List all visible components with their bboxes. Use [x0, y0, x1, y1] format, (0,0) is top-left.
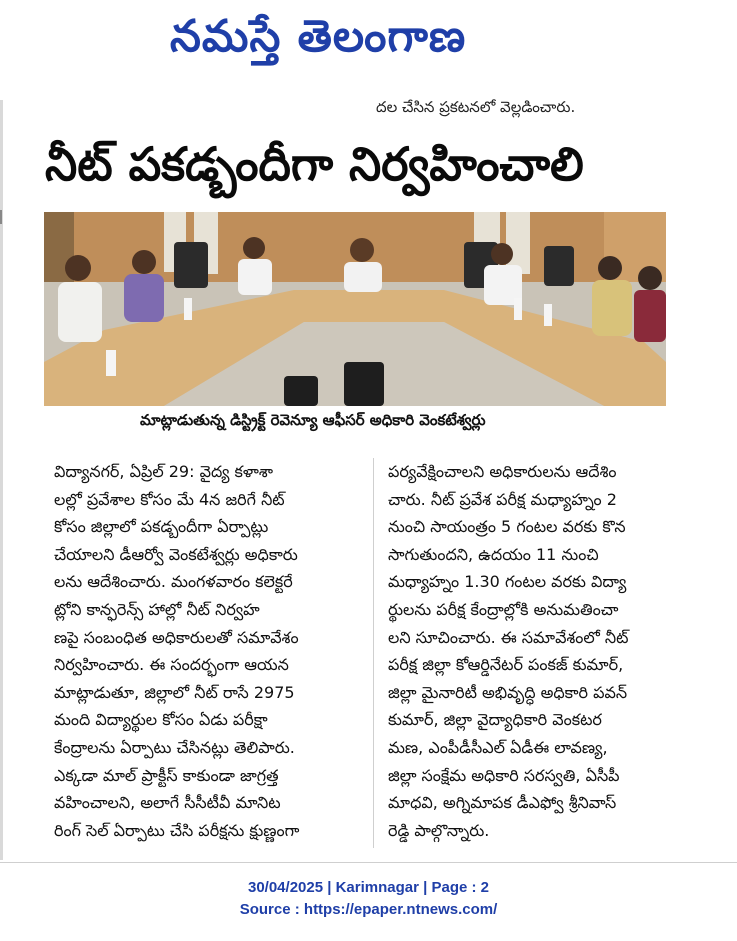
- article-line: వహించాలని, అలాగే సీసీటీవీ మానిట: [54, 793, 281, 813]
- meeting-photo-icon: [44, 212, 666, 406]
- article-line: ర్థులను పరీక్ష కేంద్రాల్లోకి అనుమతించా: [388, 599, 619, 619]
- masthead-logo: నమస్తే తెలంగాణ: [170, 11, 467, 62]
- carryover-text: దల చేసిన ప్రకటనలో వెల్లడించారు.: [376, 98, 576, 116]
- footer-source-link[interactable]: Source : https://epaper.ntnews.com/: [239, 901, 498, 918]
- article-line: జిల్లా మైనారిటీ అభివృద్ధి అధికారి పవన్: [388, 682, 628, 702]
- footer-divider: [0, 862, 737, 863]
- article-line: మంది విద్యార్థుల కోసం ఏడు పరీక్షా: [54, 710, 268, 730]
- article-column-right: [388, 458, 688, 844]
- article-line: ఎక్కడా మాల్ ప్రాక్టీస్ కాకుండా జాగ్రత్త: [54, 765, 279, 785]
- article-line: ట్లోని కాన్ఫరెన్స్ హాల్లో నీట్ నిర్వహ: [54, 599, 260, 619]
- article-line: విద్యానగర్, ఏప్రిల్ 29: వైద్య కళాశా: [54, 462, 273, 481]
- article-line: మాట్లాడుతూ, జిల్లాలో నీట్ రాసే 2975: [54, 682, 295, 702]
- article-line: ణపై సంబంధిత అధికారులతో సమావేశం: [54, 627, 299, 647]
- article-line: కుమార్, జిల్లా వైద్యాధికారి వెంకటర: [388, 710, 602, 730]
- article-line: పరీక్ష జిల్లా కోఆర్డినేటర్ పంకజ్ కుమార్,: [388, 655, 624, 675]
- column-divider: [373, 458, 374, 848]
- article-line: నిర్వహించారు. ఈ సందర్భంగా ఆయన: [54, 655, 289, 675]
- article-line: సాగుతుందని, ఉదయం 11 నుంచి: [388, 544, 599, 564]
- article-line: చేయాలని డీఆర్వో వెంకటేశ్వర్లు అధికారు: [54, 544, 298, 564]
- article-line: మణ, ఎంపీడీసీఎల్ ఏడీఈ లావణ్య,: [388, 737, 608, 757]
- article-line: రెడ్డి పాల్గొన్నారు.: [388, 820, 490, 840]
- article-line: మాధవి, అగ్నిమాపక డీఎఫ్వో శ్రీనివాస్: [388, 793, 617, 813]
- left-margin-mark: [0, 210, 2, 224]
- article-line: పర్యవేక్షించాలని అధికారులను ఆదేశిం: [388, 462, 617, 481]
- article-line: జిల్లా సంక్షేమ అధికారి సరస్వతి, ఏసీపీ: [388, 765, 620, 785]
- footer-date-edition: 30/04/2025 | Karimnagar | Page : 2: [247, 879, 490, 896]
- meeting-photo: [44, 212, 666, 406]
- article-line: లల్లో ప్రవేశాల కోసం మే 4న జరిగే నీట్: [54, 489, 285, 509]
- article-line: కేంద్రాలను ఏర్పాటు చేసినట్లు తెలిపారు.: [54, 737, 295, 757]
- article-line: మధ్యాహ్నం 1.30 గంటల వరకు విద్యా: [388, 572, 627, 592]
- article-column-left: [54, 458, 366, 844]
- article-line: లని సూచించారు. ఈ సమావేశంలో నీట్: [388, 627, 629, 647]
- article-headline: నీట్ పకడ్బందీగా నిర్వహించాలి: [45, 137, 584, 191]
- article-line: కోసం జిల్లాలో పకడ్బందీగా ఏర్పాట్లు: [54, 517, 269, 537]
- article-line: నుంచి సాయంత్రం 5 గంటల వరకు కొన: [388, 517, 626, 537]
- article-line: చారు. నీట్ ప్రవేశ పరీక్ష మధ్యాహ్నం 2: [388, 489, 617, 509]
- photo-caption: మాట్లాడుతున్న డిస్ట్రిక్ట్ రెవెన్యూ ఆఫీసర్ అధికారి వెంకటేశ్వర్లు: [140, 411, 486, 429]
- article-line: రింగ్ సెల్ ఏర్పాటు చేసి పరీక్షను క్షుణ్ణంగా: [54, 820, 300, 840]
- article-line: లను ఆదేశించారు. మంగళవారం కలెక్టరే: [54, 572, 293, 592]
